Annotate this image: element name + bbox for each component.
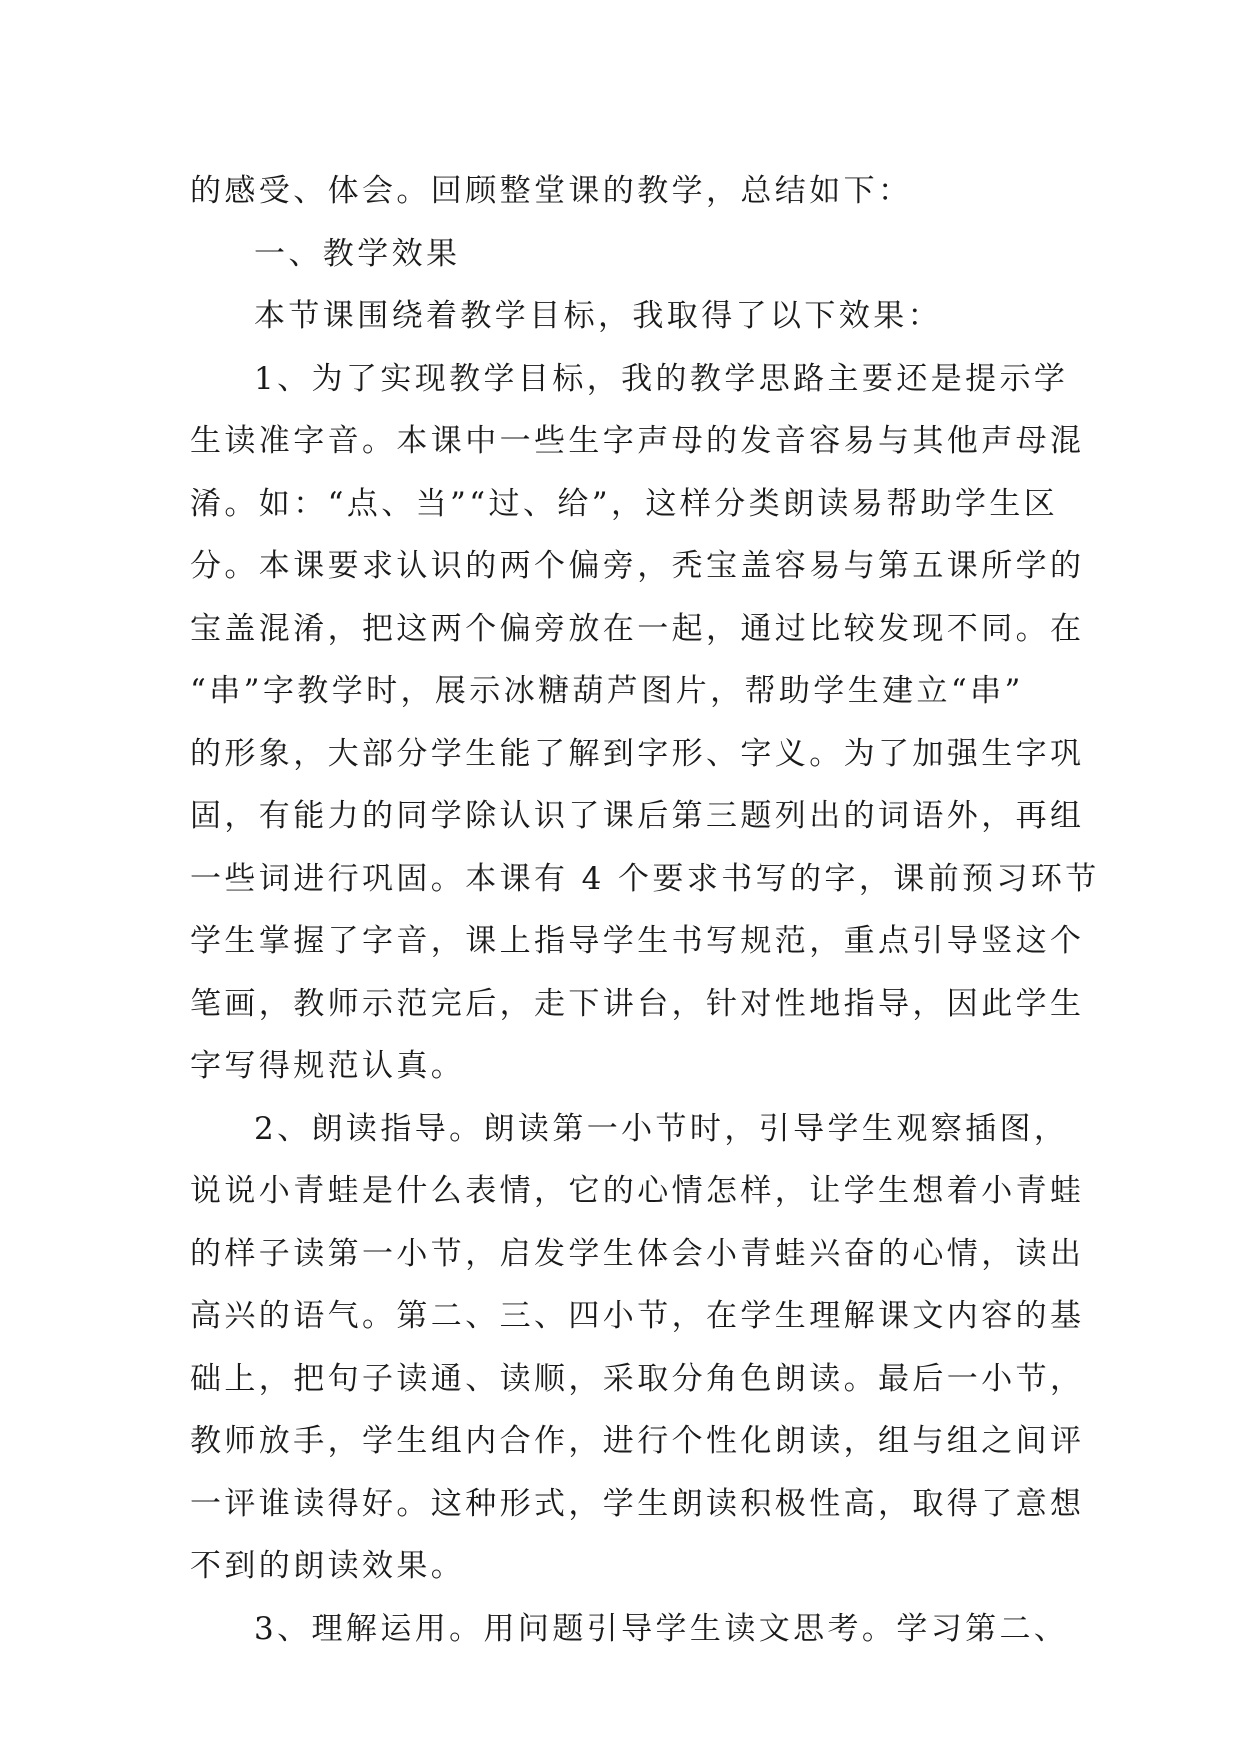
text-line: 学生掌握了字音，课上指导学生书写规范，重点引导竖这个 [190,923,1085,959]
text-line: 生读准字音。本课中一些生字声母的发音容易与其他声母混 [190,423,1085,459]
document-body [190,160,1100,1660]
text-line: 2、朗读指导。朗读第一小节时，引导学生观察插图， [254,1110,1069,1147]
text-line: 本节课围绕着教学目标，我取得了以下效果： [254,298,942,334]
text-line: 教师放手，学生组内合作，进行个性化朗读，组与组之间评 [190,1423,1085,1459]
text-line: 固，有能力的同学除认识了课后第三题列出的词语外，再组 [190,798,1085,834]
text-line: 笔画，教师示范完后，走下讲台，针对性地指导，因此学生 [190,985,1085,1022]
text-line: 础上，把句子读通、读顺，采取分角色朗读。最后一小节， [190,1360,1085,1397]
text-line: 说说小青蛙是什么表情，它的心情怎样，让学生想着小青蛙 [190,1173,1085,1209]
text-line: 的感受、体会。回顾整堂课的教学，总结如下： [190,173,913,209]
text-line: 的样子读第一小节，启发学生体会小青蛙兴奋的心情，读出 [190,1235,1085,1272]
text-line: “串”字教学时，展示冰糖葫芦图片，帮助学生建立“串” [190,673,1024,709]
text-line: 宝盖混淆，把这两个偏旁放在一起，通过比较发现不同。在 [190,610,1085,647]
text-line: 一评谁读得好。这种形式，学生朗读积极性高，取得了意想 [190,1485,1085,1522]
text-line: 高兴的语气。第二、三、四小节，在学生理解课文内容的基 [190,1298,1085,1334]
text-line: 一、教学效果 [254,235,461,272]
text-line: 不到的朗读效果。 [190,1548,466,1584]
text-line: 分。本课要求认识的两个偏旁，秃宝盖容易与第五课所学的 [190,548,1085,584]
text-line: 的形象，大部分学生能了解到字形、字义。为了加强生字巩 [190,735,1085,772]
text-line: 一些词进行巩固。本课有 4 个要求书写的字，课前预习环节 [190,860,1100,897]
text-line: 1、为了实现教学目标，我的教学思路主要还是提示学 [254,360,1069,397]
text-line: 3、理解运用。用问题引导学生读文思考。学习第二、 [254,1610,1069,1647]
text-line: 淆。如：“点、当”“过、给”，这样分类朗读易帮助学生区 [190,485,1059,522]
text-line: 字写得规范认真。 [190,1048,466,1084]
